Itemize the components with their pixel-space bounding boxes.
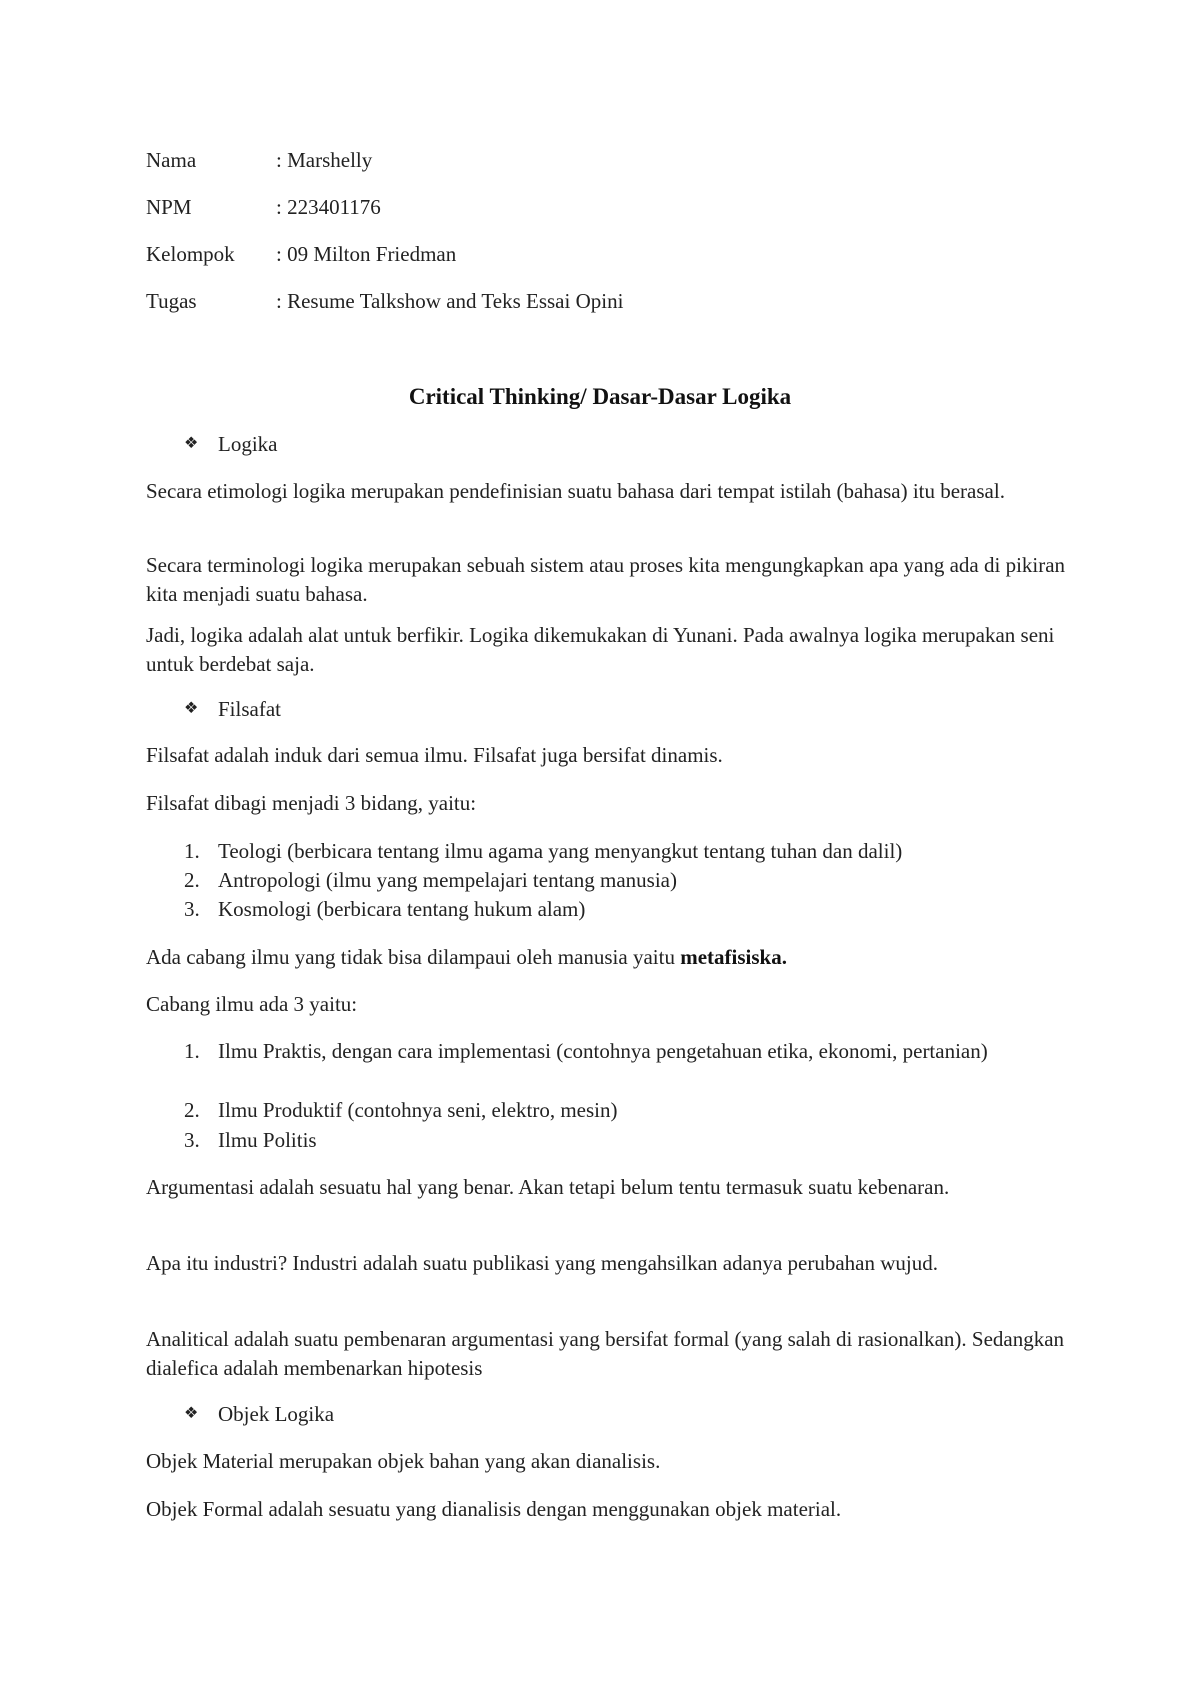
- section-heading-logika: [184, 430, 278, 458]
- list-text: Antropologi (ilmu yang mempelajari tentang manusia): [218, 868, 677, 892]
- list-text: Ilmu Praktis, dengan cara implementasi (contohnya pengetahuan etika, ekonomi, pertanian): [218, 1039, 988, 1063]
- paragraph: Argumentasi adalah sesuatu hal yang benar. Akan tetapi belum tentu termasuk suatu kebenaran.: [146, 1175, 950, 1199]
- info-value: : Marshelly: [276, 148, 373, 172]
- section-heading-label: Filsafat: [218, 697, 281, 721]
- info-label: Nama: [146, 148, 197, 172]
- paragraph: Apa itu industri? Industri adalah suatu publikasi yang mengahsilkan adanya perubahan wujud.: [146, 1251, 938, 1275]
- info-value: : 223401176: [276, 195, 381, 219]
- info-label: NPM: [146, 195, 192, 219]
- list-number: 2.: [184, 868, 200, 892]
- diamond-bullet-icon: ❖: [184, 1405, 199, 1422]
- list-number: 1.: [184, 1039, 200, 1063]
- paragraph: Secara etimologi logika merupakan pendefinisian suatu bahasa dari tempat istilah (bahasa) itu berasal.: [146, 479, 1005, 503]
- list-text: Teologi (berbicara tentang ilmu agama yang menyangkut tentang tuhan dan dalil): [218, 839, 903, 863]
- list-text: Ilmu Produktif (contohnya seni, elektro, mesin): [218, 1098, 618, 1122]
- document-title: Critical Thinking/ Dasar-Dasar Logika: [408, 384, 792, 409]
- paragraph: Cabang ilmu ada 3 yaitu:: [146, 992, 358, 1016]
- emphasis-term: metafisiska.: [680, 945, 787, 969]
- section-heading-label: Objek Logika: [218, 1402, 335, 1426]
- paragraph: Jadi, logika adalah alat untuk berfikir. Logika dikemukakan di Yunani. Pada awalnya logika merupakan seni untuk berdebat saja.: [146, 623, 1055, 676]
- info-label: Kelompok: [146, 242, 235, 266]
- paragraph-text: Ada cabang ilmu yang tidak bisa dilampaui oleh manusia yaitu: [146, 945, 681, 969]
- info-value: : Resume Talkshow and Teks Essai Opini: [276, 289, 624, 313]
- section-heading-filsafat: [184, 695, 281, 723]
- list-number: 2.: [184, 1098, 200, 1122]
- diamond-bullet-icon: ❖: [184, 435, 199, 452]
- section-heading-objek-logika: [184, 1400, 335, 1428]
- list-number: 1.: [184, 839, 200, 863]
- diamond-bullet-icon: ❖: [184, 700, 199, 717]
- list-number: 3.: [184, 1128, 200, 1152]
- paragraph-metafisiska: [146, 943, 1066, 972]
- paragraph: Objek Formal adalah sesuatu yang dianalisis dengan menggunakan objek material.: [146, 1497, 842, 1521]
- paragraph: Filsafat dibagi menjadi 3 bidang, yaitu:: [146, 791, 477, 815]
- paragraph: Filsafat adalah induk dari semua ilmu. Filsafat juga bersifat dinamis.: [146, 743, 723, 767]
- paragraph: Secara terminologi logika merupakan sebuah sistem atau proses kita mengungkapkan apa yang ada di pikiran kita menjadi suatu bahasa.: [146, 553, 1066, 606]
- list-text: Kosmologi (berbicara tentang hukum alam): [218, 897, 586, 921]
- paragraph: Objek Material merupakan objek bahan yang akan dianalisis.: [146, 1449, 661, 1473]
- info-value: : 09 Milton Friedman: [276, 242, 457, 266]
- paragraph: Analitical adalah suatu pembenaran argumentasi yang bersifat formal (yang salah di rasionalkan). Sedangkan dialefica adalah membenarkan hipotesis: [146, 1327, 1065, 1380]
- list-number: 3.: [184, 897, 200, 921]
- info-label: Tugas: [146, 289, 197, 313]
- list-text: Ilmu Politis: [218, 1128, 317, 1152]
- section-heading-label: Logika: [218, 432, 278, 456]
